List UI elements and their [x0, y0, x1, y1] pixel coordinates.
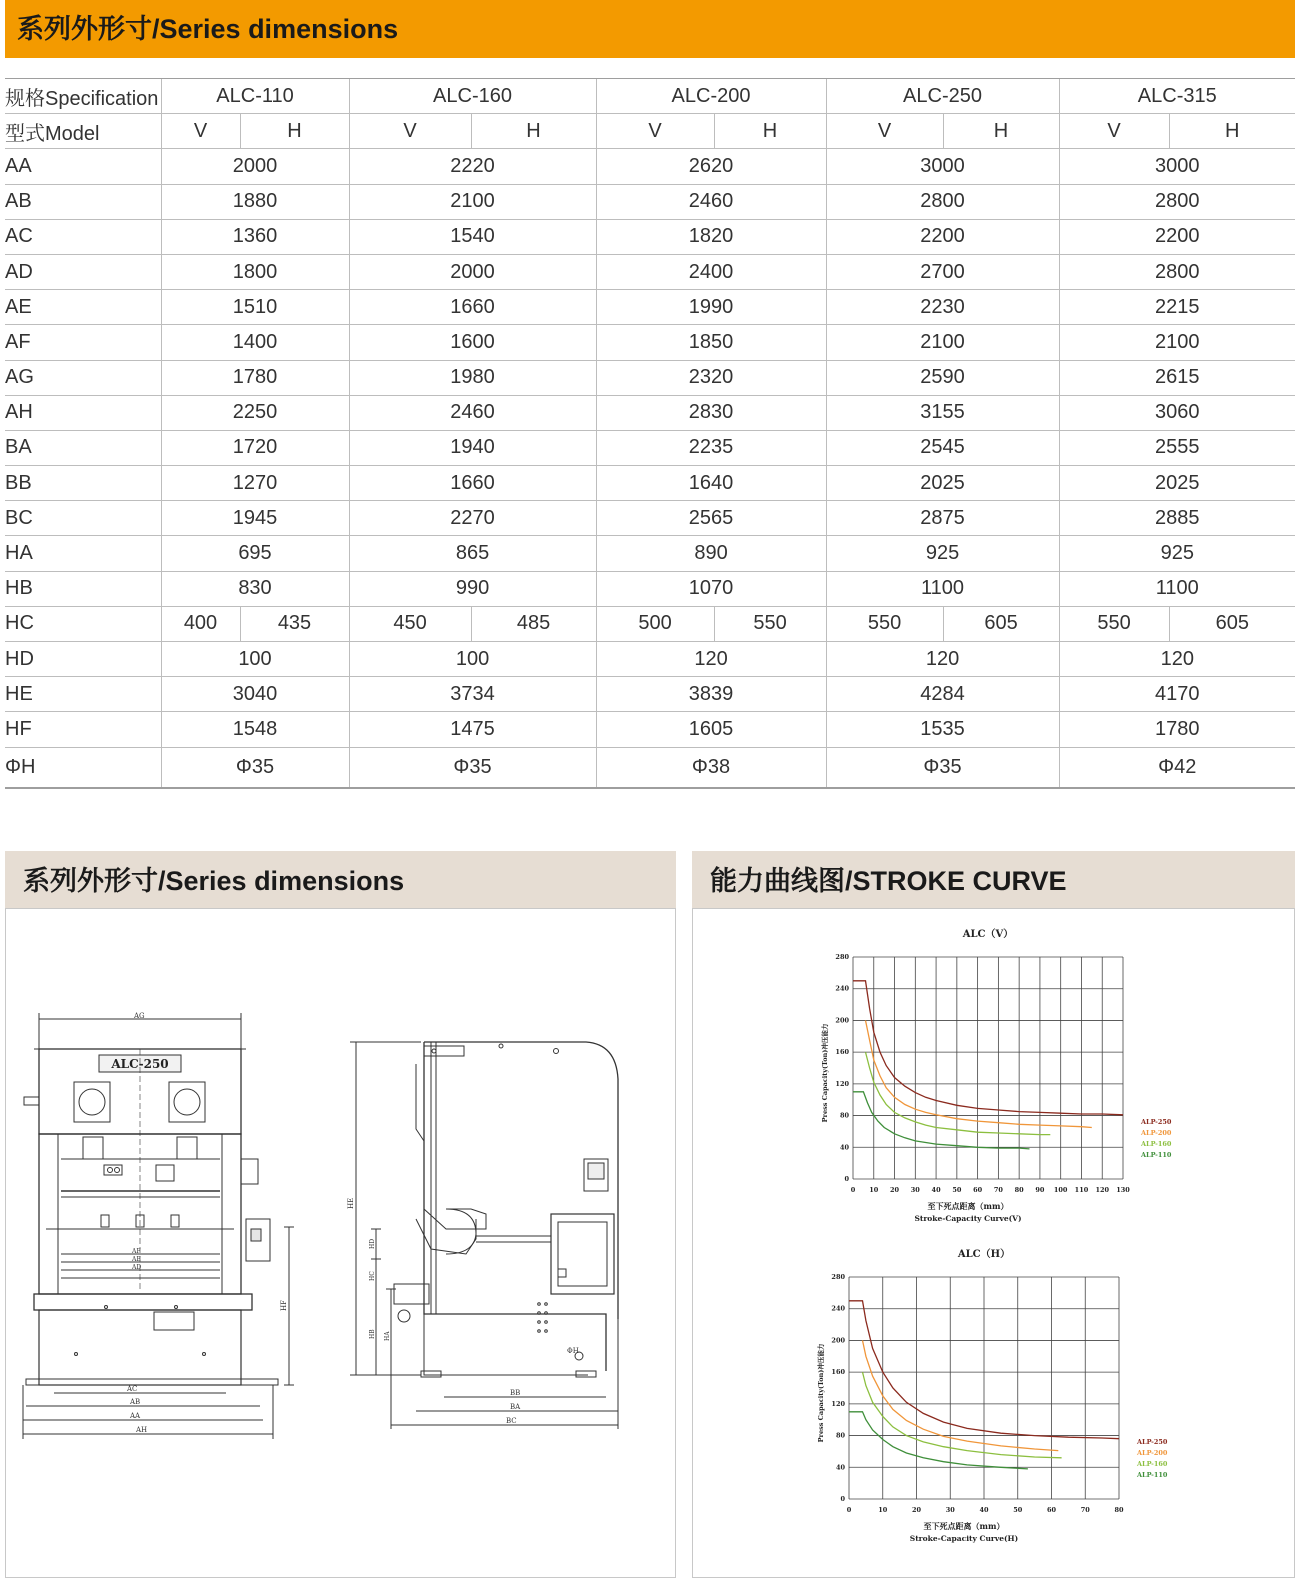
- model-label: 型式Model: [5, 114, 161, 149]
- type-h: H: [240, 114, 349, 149]
- type-v: V: [349, 114, 471, 149]
- type-h: H: [714, 114, 826, 149]
- cell-value: 3839: [596, 677, 826, 712]
- table-row: [5, 606, 1295, 641]
- spec-header-row: [5, 79, 1295, 114]
- series-line-alp-160: [866, 1052, 1051, 1135]
- cell-value: 2100: [826, 325, 1059, 360]
- cell-value: 3155: [826, 395, 1059, 430]
- x-tick-label: 70: [993, 1186, 1003, 1194]
- cell-value: 1800: [161, 254, 349, 289]
- table-row: [5, 395, 1295, 430]
- y-tick-label: 240: [835, 984, 849, 993]
- dim-ba: BA: [510, 1403, 521, 1411]
- x-axis-label-cn: 至下死点距离（mm）: [923, 1521, 1005, 1531]
- cell-value: 1600: [349, 325, 596, 360]
- dimensions-section-title: 系列外形寸/Series dimensions: [23, 866, 405, 896]
- cell-value: 1720: [161, 430, 349, 465]
- dim-ha: HA: [384, 1331, 391, 1341]
- row-label: AC: [5, 219, 161, 254]
- y-tick-label: 200: [831, 1336, 845, 1345]
- cell-value: 400: [161, 606, 240, 641]
- row-label: AB: [5, 184, 161, 219]
- row-label: HF: [5, 712, 161, 747]
- x-tick-label: 60: [973, 1186, 983, 1194]
- cell-value: 1945: [161, 501, 349, 536]
- dim-hd: HD: [369, 1238, 376, 1249]
- table-row: [5, 501, 1295, 536]
- x-tick-label: 10: [869, 1186, 879, 1194]
- cell-value: 4170: [1059, 677, 1295, 712]
- type-v: V: [161, 114, 240, 149]
- cell-value: 2885: [1059, 501, 1295, 536]
- x-tick-label: 20: [911, 1506, 922, 1514]
- cell-value: 2250: [161, 395, 349, 430]
- cell-value: 2555: [1059, 430, 1295, 465]
- table-row: [5, 254, 1295, 289]
- row-label: BC: [5, 501, 161, 536]
- x-tick-label: 30: [910, 1186, 920, 1194]
- cell-value: 1100: [826, 571, 1059, 606]
- cell-value: 2620: [596, 149, 826, 184]
- cell-value: 485: [471, 606, 596, 641]
- side-view: [347, 1042, 618, 1429]
- cell-value: 2215: [1059, 290, 1295, 325]
- cell-value: 1540: [349, 219, 596, 254]
- x-tick-label: 120: [1095, 1186, 1110, 1194]
- cell-value: 1100: [1059, 571, 1295, 606]
- row-label: AH: [5, 395, 161, 430]
- stroke-curve-charts: [693, 909, 1294, 1577]
- table-row: [5, 149, 1295, 184]
- dim-bb: BB: [510, 1389, 521, 1397]
- cell-value: 1400: [161, 325, 349, 360]
- table-row: [5, 712, 1295, 747]
- legend-alp-110: ALP-110: [1141, 1151, 1172, 1159]
- cell-value: 2220: [349, 149, 596, 184]
- cell-value: 1475: [349, 712, 596, 747]
- cell-value: 1780: [161, 360, 349, 395]
- dim-he: HE: [347, 1197, 355, 1209]
- cell-value: 1990: [596, 290, 826, 325]
- cell-value: 1820: [596, 219, 826, 254]
- cell-value: 2025: [1059, 466, 1295, 501]
- page-title-banner: [5, 0, 1295, 58]
- model-header-alc-110: ALC-110: [161, 79, 349, 114]
- cell-value: 1535: [826, 712, 1059, 747]
- cell-value: 3000: [1059, 149, 1295, 184]
- spec-table: [5, 78, 1295, 789]
- cell-value: 1880: [161, 184, 349, 219]
- x-tick-label: 130: [1116, 1186, 1130, 1194]
- dim-ab: AB: [130, 1398, 141, 1406]
- cell-value: 3040: [161, 677, 349, 712]
- x-tick-label: 50: [952, 1186, 962, 1194]
- cell-value: 2590: [826, 360, 1059, 395]
- dim-ad: AD: [132, 1264, 142, 1271]
- cell-value: 2800: [1059, 254, 1295, 289]
- y-tick-label: 240: [831, 1304, 845, 1313]
- x-axis-label: Stroke-Capacity Curve(H): [909, 1534, 1019, 1543]
- x-tick-label: 0: [850, 1186, 856, 1194]
- cell-value: 2200: [1059, 219, 1295, 254]
- table-row: [5, 466, 1295, 501]
- cell-value: 435: [240, 606, 349, 641]
- x-axis-label: Stroke-Capacity Curve(V): [914, 1214, 1022, 1223]
- cell-value: 3734: [349, 677, 596, 712]
- type-h: H: [943, 114, 1059, 149]
- cell-value: 2565: [596, 501, 826, 536]
- cell-value: 2460: [596, 184, 826, 219]
- cell-value: 1360: [161, 219, 349, 254]
- legend-alp-110: ALP-110: [1137, 1471, 1168, 1479]
- y-tick-label: 120: [831, 1399, 845, 1408]
- dim-af: AF: [132, 1248, 141, 1255]
- table-row: [5, 290, 1295, 325]
- y-tick-label: 160: [831, 1368, 845, 1377]
- cell-value: 100: [349, 642, 596, 677]
- drawing-panel: [5, 908, 676, 1578]
- cell-value: Φ35: [161, 747, 349, 788]
- x-tick-label: 0: [846, 1506, 852, 1514]
- x-tick-label: 40: [979, 1506, 989, 1514]
- cell-value: 3060: [1059, 395, 1295, 430]
- x-tick-label: 110: [1074, 1186, 1089, 1194]
- cell-value: 2000: [349, 254, 596, 289]
- cell-value: 2545: [826, 430, 1059, 465]
- cell-value: 2200: [826, 219, 1059, 254]
- x-tick-label: 90: [1035, 1186, 1045, 1194]
- dimensions-section-header: [5, 851, 676, 908]
- cell-value: 2800: [826, 184, 1059, 219]
- row-label: ΦH: [5, 747, 161, 788]
- nameplate: ALC-250: [111, 1057, 169, 1071]
- row-label: AD: [5, 254, 161, 289]
- cell-value: 2875: [826, 501, 1059, 536]
- cell-value: 2025: [826, 466, 1059, 501]
- x-tick-label: 60: [1046, 1506, 1057, 1514]
- row-label: HD: [5, 642, 161, 677]
- table-row: [5, 677, 1295, 712]
- cell-value: 120: [826, 642, 1059, 677]
- legend-alp-200: ALP-200: [1137, 1449, 1168, 1457]
- y-tick-label: 80: [835, 1431, 845, 1440]
- row-label: AG: [5, 360, 161, 395]
- cell-value: 1605: [596, 712, 826, 747]
- table-row: [5, 360, 1295, 395]
- cell-value: Φ42: [1059, 747, 1295, 788]
- series-line-alp-110: [853, 1092, 1030, 1149]
- x-tick-label: 80: [1114, 1506, 1124, 1514]
- cell-value: 450: [349, 606, 471, 641]
- cell-value: 605: [943, 606, 1059, 641]
- table-row: [5, 536, 1295, 571]
- y-tick-label: 0: [844, 1175, 849, 1183]
- cell-value: 3000: [826, 149, 1059, 184]
- stroke-curve-panel: [692, 908, 1295, 1578]
- cell-value: 865: [349, 536, 596, 571]
- x-tick-label: 10: [878, 1506, 888, 1514]
- legend-alp-160: ALP-160: [1137, 1460, 1168, 1468]
- x-tick-label: 20: [890, 1186, 900, 1194]
- cell-value: 1640: [596, 466, 826, 501]
- cell-value: 1660: [349, 290, 596, 325]
- row-label: HC: [5, 606, 161, 641]
- table-row: [5, 642, 1295, 677]
- stroke-curve-section-header: [692, 851, 1295, 908]
- cell-value: 550: [826, 606, 943, 641]
- table-row: [5, 430, 1295, 465]
- dim-hc: HC: [369, 1271, 376, 1281]
- x-axis-label-cn: 至下死点距离（mm）: [927, 1201, 1009, 1211]
- cell-value: 1270: [161, 466, 349, 501]
- model-header-alc-200: ALC-200: [596, 79, 826, 114]
- series-line-alp-250: [853, 981, 1123, 1115]
- y-tick-label: 120: [835, 1079, 849, 1088]
- cell-value: 2235: [596, 430, 826, 465]
- y-tick-label: 160: [835, 1048, 849, 1057]
- dim-phi-h: ΦH: [567, 1347, 579, 1355]
- cell-value: 120: [596, 642, 826, 677]
- type-h: H: [1169, 114, 1295, 149]
- model-header-alc-315: ALC-315: [1059, 79, 1295, 114]
- dim-bc: BC: [506, 1417, 517, 1425]
- series-line-alp-160: [863, 1372, 1062, 1458]
- legend-alp-160: ALP-160: [1141, 1140, 1172, 1148]
- type-v: V: [826, 114, 943, 149]
- y-axis-label: Press Capacity(Ton)冲压能力: [817, 1343, 825, 1443]
- cell-value: 4284: [826, 677, 1059, 712]
- cell-value: 605: [1169, 606, 1295, 641]
- cell-value: 1780: [1059, 712, 1295, 747]
- y-tick-label: 200: [835, 1016, 849, 1025]
- cell-value: 1510: [161, 290, 349, 325]
- model-type-row: [5, 114, 1295, 149]
- table-row: [5, 184, 1295, 219]
- dim-aa: AA: [130, 1412, 141, 1420]
- model-header-alc-160: ALC-160: [349, 79, 596, 114]
- table-row: [5, 325, 1295, 360]
- type-v: V: [1059, 114, 1169, 149]
- y-tick-label: 40: [839, 1143, 849, 1152]
- row-label: HB: [5, 571, 161, 606]
- dim-ae: AE: [132, 1256, 141, 1263]
- cell-value: 695: [161, 536, 349, 571]
- x-tick-label: 50: [1013, 1506, 1023, 1514]
- dim-hf-front: HF: [280, 1300, 288, 1311]
- cell-value: 1070: [596, 571, 826, 606]
- cell-value: 1850: [596, 325, 826, 360]
- front-view: [23, 1012, 294, 1439]
- y-tick-label: 280: [835, 953, 849, 961]
- series-line-alp-200: [866, 1020, 1092, 1127]
- dim-ac: AC: [127, 1385, 138, 1393]
- cell-value: 2460: [349, 395, 596, 430]
- cell-value: 500: [596, 606, 714, 641]
- y-tick-label: 0: [840, 1495, 845, 1503]
- type-v: V: [596, 114, 714, 149]
- cell-value: 120: [1059, 642, 1295, 677]
- x-tick-label: 40: [931, 1186, 941, 1194]
- row-label: BB: [5, 466, 161, 501]
- spec-label: 规格Specification: [5, 79, 161, 114]
- cell-value: 1548: [161, 712, 349, 747]
- cell-value: 2615: [1059, 360, 1295, 395]
- cell-value: 2270: [349, 501, 596, 536]
- legend-alp-250: ALP-250: [1137, 1438, 1168, 1446]
- stroke-curve-section-title: 能力曲线图/STROKE CURVE: [710, 866, 1067, 896]
- y-tick-label: 280: [831, 1273, 845, 1281]
- legend-alp-250: ALP-250: [1141, 1118, 1172, 1126]
- cell-value: 550: [1059, 606, 1169, 641]
- x-tick-label: 100: [1053, 1186, 1068, 1194]
- row-label: AE: [5, 290, 161, 325]
- cell-value: 2100: [349, 184, 596, 219]
- cell-value: 925: [826, 536, 1059, 571]
- row-label: AF: [5, 325, 161, 360]
- cell-value: Φ35: [349, 747, 596, 788]
- cell-value: 550: [714, 606, 826, 641]
- machine-drawing: [6, 909, 675, 1577]
- x-tick-label: 70: [1080, 1506, 1090, 1514]
- cell-value: 2700: [826, 254, 1059, 289]
- dim-ag: AG: [134, 1012, 145, 1020]
- page-title: 系列外形寸/Series dimensions: [17, 14, 399, 44]
- cell-value: 2830: [596, 395, 826, 430]
- y-tick-label: 80: [839, 1111, 849, 1120]
- cell-value: 990: [349, 571, 596, 606]
- table-row: [5, 571, 1295, 606]
- cell-value: 890: [596, 536, 826, 571]
- cell-value: 1940: [349, 430, 596, 465]
- row-label: HE: [5, 677, 161, 712]
- cell-value: 100: [161, 642, 349, 677]
- chart-0: [820, 927, 1172, 1223]
- cell-value: 2800: [1059, 184, 1295, 219]
- row-label: AA: [5, 149, 161, 184]
- cell-value: 925: [1059, 536, 1295, 571]
- legend-alp-200: ALP-200: [1141, 1129, 1172, 1137]
- row-label: HA: [5, 536, 161, 571]
- cell-value: 2230: [826, 290, 1059, 325]
- cell-value: 2320: [596, 360, 826, 395]
- dim-ah: AH: [136, 1426, 148, 1434]
- y-tick-label: 40: [835, 1463, 845, 1472]
- cell-value: 830: [161, 571, 349, 606]
- dim-hb: HB: [369, 1329, 376, 1339]
- type-h: H: [471, 114, 596, 149]
- model-header-alc-250: ALC-250: [826, 79, 1059, 114]
- cell-value: 2000: [161, 149, 349, 184]
- cell-value: Φ35: [826, 747, 1059, 788]
- cell-value: 1660: [349, 466, 596, 501]
- x-tick-label: 80: [1014, 1186, 1024, 1194]
- chart-1: [816, 1247, 1168, 1543]
- table-row: [5, 219, 1295, 254]
- chart-title: ALC（V）: [962, 929, 1014, 940]
- cell-value: 2100: [1059, 325, 1295, 360]
- table-row: [5, 747, 1295, 788]
- cell-value: 1980: [349, 360, 596, 395]
- x-tick-label: 30: [945, 1506, 955, 1514]
- cell-value: Φ38: [596, 747, 826, 788]
- series-line-alp-200: [863, 1340, 1059, 1450]
- chart-title: ALC（H）: [957, 1249, 1011, 1260]
- y-axis-label: Press Capacity(Ton)冲压能力: [821, 1023, 829, 1123]
- cell-value: 2400: [596, 254, 826, 289]
- row-label: BA: [5, 430, 161, 465]
